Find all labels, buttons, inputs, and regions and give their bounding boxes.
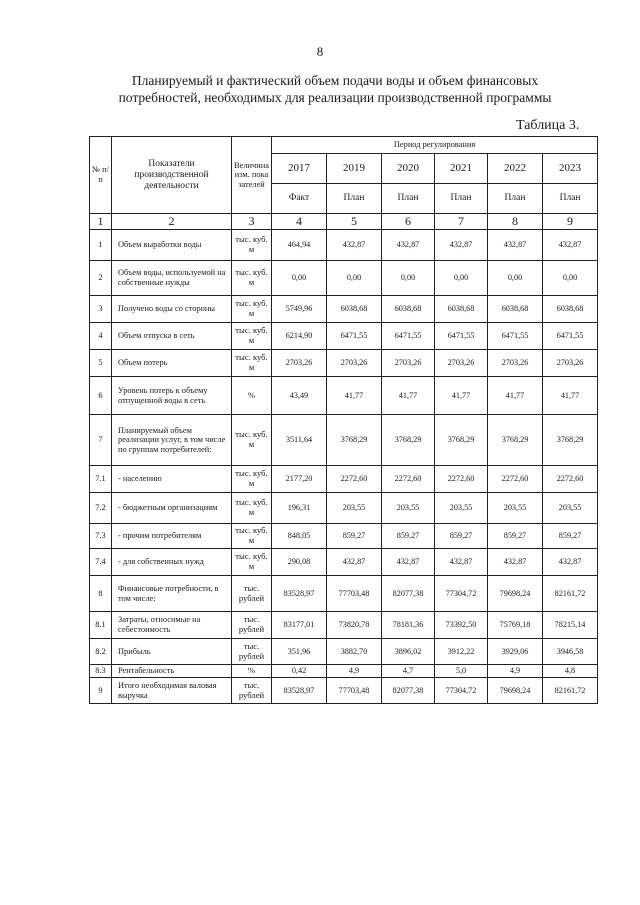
table-row xyxy=(90,261,598,296)
row-value: 41,77 xyxy=(327,377,382,415)
table-row xyxy=(90,612,598,639)
row-value: 3768,29 xyxy=(543,415,598,466)
row-value: 5,0 xyxy=(435,665,488,678)
row-number: 2 xyxy=(90,261,112,296)
row-indicator: Финансовые потребности, в том числе: xyxy=(112,576,232,612)
row-value: 82077,38 xyxy=(382,576,435,612)
row-value: 2703,26 xyxy=(272,350,327,377)
row-unit: % xyxy=(232,665,272,678)
column-number: 4 xyxy=(272,214,327,230)
row-unit: тыс. куб. м xyxy=(232,524,272,549)
table-row xyxy=(90,576,598,612)
row-indicator: Объем выработки воды xyxy=(112,230,232,261)
table-row xyxy=(90,639,598,665)
header-year: 2019 xyxy=(327,154,382,184)
row-value: 0,00 xyxy=(543,261,598,296)
row-value: 464,94 xyxy=(272,230,327,261)
row-number: 3 xyxy=(90,296,112,323)
header-year: 2023 xyxy=(543,154,598,184)
column-numbers-row xyxy=(90,214,598,230)
header-year: 2021 xyxy=(435,154,488,184)
row-value: 2272,60 xyxy=(488,466,543,493)
row-value: 203,55 xyxy=(382,493,435,524)
table-row xyxy=(90,230,598,261)
row-value: 77703,48 xyxy=(327,678,382,704)
row-value: 2272,60 xyxy=(382,466,435,493)
row-value: 432,87 xyxy=(488,549,543,576)
row-value: 3511,64 xyxy=(272,415,327,466)
row-indicator: - населению xyxy=(112,466,232,493)
row-value: 0,00 xyxy=(382,261,435,296)
row-value: 4,9 xyxy=(327,665,382,678)
row-number: 8.3 xyxy=(90,665,112,678)
row-number: 7.3 xyxy=(90,524,112,549)
column-number: 7 xyxy=(435,214,488,230)
table-row xyxy=(90,665,598,678)
row-value: 203,55 xyxy=(488,493,543,524)
header-kind: План xyxy=(543,184,598,214)
row-value: 0,00 xyxy=(272,261,327,296)
row-value: 3912,22 xyxy=(435,639,488,665)
row-number: 1 xyxy=(90,230,112,261)
header-year: 2020 xyxy=(382,154,435,184)
row-value: 79698,24 xyxy=(488,576,543,612)
row-value: 83528,97 xyxy=(272,576,327,612)
row-value: 6471,55 xyxy=(435,323,488,350)
row-value: 75769,18 xyxy=(488,612,543,639)
column-number: 5 xyxy=(327,214,382,230)
row-value: 77304,72 xyxy=(435,678,488,704)
row-value: 41,77 xyxy=(382,377,435,415)
row-unit: тыс. куб. м xyxy=(232,493,272,524)
row-unit: тыс. куб. м xyxy=(232,296,272,323)
table-row xyxy=(90,377,598,415)
row-indicator: Рентабельность xyxy=(112,665,232,678)
row-value: 3882,70 xyxy=(327,639,382,665)
row-value: 432,87 xyxy=(382,230,435,261)
row-unit: тыс. рублей xyxy=(232,678,272,704)
row-value: 6471,55 xyxy=(543,323,598,350)
row-value: 290,08 xyxy=(272,549,327,576)
table-row xyxy=(90,323,598,350)
row-unit: тыс. куб. м xyxy=(232,350,272,377)
table-row xyxy=(90,524,598,549)
row-number: 5 xyxy=(90,350,112,377)
row-unit: тыс. рублей xyxy=(232,639,272,665)
row-value: 848,05 xyxy=(272,524,327,549)
row-unit: тыс. рублей xyxy=(232,612,272,639)
row-value: 5749,96 xyxy=(272,296,327,323)
page-number: 8 xyxy=(316,44,324,59)
row-value: 6038,68 xyxy=(327,296,382,323)
row-number: 7.4 xyxy=(90,549,112,576)
header-indicator: Показатели производственной деятельности xyxy=(112,137,232,214)
row-value: 196,31 xyxy=(272,493,327,524)
title-line-2: потребностей, необходимых для реализации производственной программы xyxy=(118,90,552,105)
row-value: 3768,29 xyxy=(435,415,488,466)
row-unit: тыс. куб. м xyxy=(232,415,272,466)
row-value: 203,55 xyxy=(435,493,488,524)
row-value: 43,49 xyxy=(272,377,327,415)
row-value: 432,87 xyxy=(327,549,382,576)
row-value: 203,55 xyxy=(327,493,382,524)
row-value: 2272,60 xyxy=(435,466,488,493)
row-value: 859,27 xyxy=(543,524,598,549)
row-value: 3768,29 xyxy=(382,415,435,466)
row-value: 2272,60 xyxy=(327,466,382,493)
row-number: 6 xyxy=(90,377,112,415)
row-value: 2703,26 xyxy=(543,350,598,377)
row-number: 4 xyxy=(90,323,112,350)
row-value: 77304,72 xyxy=(435,576,488,612)
row-value: 432,87 xyxy=(488,230,543,261)
row-indicator: Объем воды, используемой на собственные нужды xyxy=(112,261,232,296)
row-value: 859,27 xyxy=(488,524,543,549)
row-value: 6214,90 xyxy=(272,323,327,350)
row-value: 77703,48 xyxy=(327,576,382,612)
row-unit: тыс. куб. м xyxy=(232,323,272,350)
table-row xyxy=(90,296,598,323)
table-row xyxy=(90,678,598,704)
row-value: 351,96 xyxy=(272,639,327,665)
row-value: 41,77 xyxy=(435,377,488,415)
row-indicator: Планируемый объем реализации услуг, в том числе по группам потребителей: xyxy=(112,415,232,466)
row-value: 432,87 xyxy=(435,230,488,261)
row-value: 78181,36 xyxy=(382,612,435,639)
row-value: 2703,26 xyxy=(435,350,488,377)
row-indicator: Прибыль xyxy=(112,639,232,665)
row-number: 7.1 xyxy=(90,466,112,493)
row-value: 859,27 xyxy=(382,524,435,549)
row-unit: % xyxy=(232,377,272,415)
column-number: 1 xyxy=(90,214,112,230)
row-value: 859,27 xyxy=(327,524,382,549)
header-year: 2017 xyxy=(272,154,327,184)
row-value: 3768,29 xyxy=(488,415,543,466)
row-value: 432,87 xyxy=(543,230,598,261)
header-unit: Величина изм. показателей xyxy=(232,137,272,214)
document-title xyxy=(100,72,570,106)
row-value: 432,87 xyxy=(382,549,435,576)
production-program-table xyxy=(89,136,598,704)
row-value: 6038,68 xyxy=(543,296,598,323)
row-value: 3768,29 xyxy=(327,415,382,466)
row-value: 6471,55 xyxy=(327,323,382,350)
row-value: 0,00 xyxy=(488,261,543,296)
row-value: 2177,20 xyxy=(272,466,327,493)
row-indicator: Получено воды со стороны xyxy=(112,296,232,323)
row-value: 6038,68 xyxy=(382,296,435,323)
row-value: 0,42 xyxy=(272,665,327,678)
column-number: 2 xyxy=(112,214,232,230)
header-kind: План xyxy=(488,184,543,214)
row-value: 4,9 xyxy=(488,665,543,678)
header-kind: План xyxy=(435,184,488,214)
row-value: 0,00 xyxy=(435,261,488,296)
row-indicator: Объем отпуска в сеть xyxy=(112,323,232,350)
header-kind: План xyxy=(327,184,382,214)
row-value: 6038,68 xyxy=(488,296,543,323)
column-number: 6 xyxy=(382,214,435,230)
row-unit: тыс. куб. м xyxy=(232,261,272,296)
table-row xyxy=(90,549,598,576)
table-row xyxy=(90,350,598,377)
row-indicator: Уровень потерь к объему отпущенной воды в сеть xyxy=(112,377,232,415)
row-value: 3929,06 xyxy=(488,639,543,665)
row-indicator: Затраты, относимые на себестоимость xyxy=(112,612,232,639)
row-value: 2272,60 xyxy=(543,466,598,493)
table-row xyxy=(90,415,598,466)
header-kind: План xyxy=(382,184,435,214)
row-value: 82161,72 xyxy=(543,576,598,612)
row-unit: тыс. куб. м xyxy=(232,230,272,261)
row-value: 0,00 xyxy=(327,261,382,296)
header-period: Период регулирования xyxy=(272,137,598,154)
row-value: 6471,55 xyxy=(382,323,435,350)
column-number: 3 xyxy=(232,214,272,230)
row-indicator: Итого необходимая валовая выручка xyxy=(112,678,232,704)
row-value: 2703,26 xyxy=(488,350,543,377)
row-value: 78215,14 xyxy=(543,612,598,639)
header-year: 2022 xyxy=(488,154,543,184)
row-unit: тыс. рублей xyxy=(232,576,272,612)
row-unit: тыс. куб. м xyxy=(232,466,272,493)
row-value: 2703,26 xyxy=(382,350,435,377)
row-value: 79698,24 xyxy=(488,678,543,704)
row-indicator: - бюджетным организациям xyxy=(112,493,232,524)
table-row xyxy=(90,493,598,524)
row-value: 432,87 xyxy=(327,230,382,261)
title-line-1: Планируемый и фактический объем подачи воды и объем финансовых xyxy=(131,73,539,88)
row-number: 8.1 xyxy=(90,612,112,639)
row-value: 73392,50 xyxy=(435,612,488,639)
row-value: 2703,26 xyxy=(327,350,382,377)
row-number: 7 xyxy=(90,415,112,466)
row-value: 41,77 xyxy=(488,377,543,415)
row-value: 73820,78 xyxy=(327,612,382,639)
row-unit: тыс. куб. м xyxy=(232,549,272,576)
row-indicator: - для собственных нужд xyxy=(112,549,232,576)
row-value: 82077,38 xyxy=(382,678,435,704)
row-indicator: - прочим потребителям xyxy=(112,524,232,549)
row-value: 859,27 xyxy=(435,524,488,549)
row-indicator: Объем потерь xyxy=(112,350,232,377)
row-value: 83528,97 xyxy=(272,678,327,704)
row-value: 203,55 xyxy=(543,493,598,524)
row-value: 4,7 xyxy=(382,665,435,678)
row-value: 41,77 xyxy=(543,377,598,415)
row-value: 432,87 xyxy=(543,549,598,576)
row-value: 6471,55 xyxy=(488,323,543,350)
table-label: Таблица 3. xyxy=(516,118,580,133)
row-value: 82161,72 xyxy=(543,678,598,704)
header-num: № п/п xyxy=(90,137,112,214)
row-value: 83177,01 xyxy=(272,612,327,639)
row-value: 3896,02 xyxy=(382,639,435,665)
row-value: 6038,68 xyxy=(435,296,488,323)
row-value: 4,8 xyxy=(543,665,598,678)
row-number: 7.2 xyxy=(90,493,112,524)
column-number: 8 xyxy=(488,214,543,230)
header-kind: Факт xyxy=(272,184,327,214)
row-value: 3946,58 xyxy=(543,639,598,665)
row-number: 9 xyxy=(90,678,112,704)
table-body xyxy=(90,214,598,704)
row-number: 8.2 xyxy=(90,639,112,665)
row-number: 8 xyxy=(90,576,112,612)
row-value: 432,87 xyxy=(435,549,488,576)
column-number: 9 xyxy=(543,214,598,230)
table-row xyxy=(90,466,598,493)
